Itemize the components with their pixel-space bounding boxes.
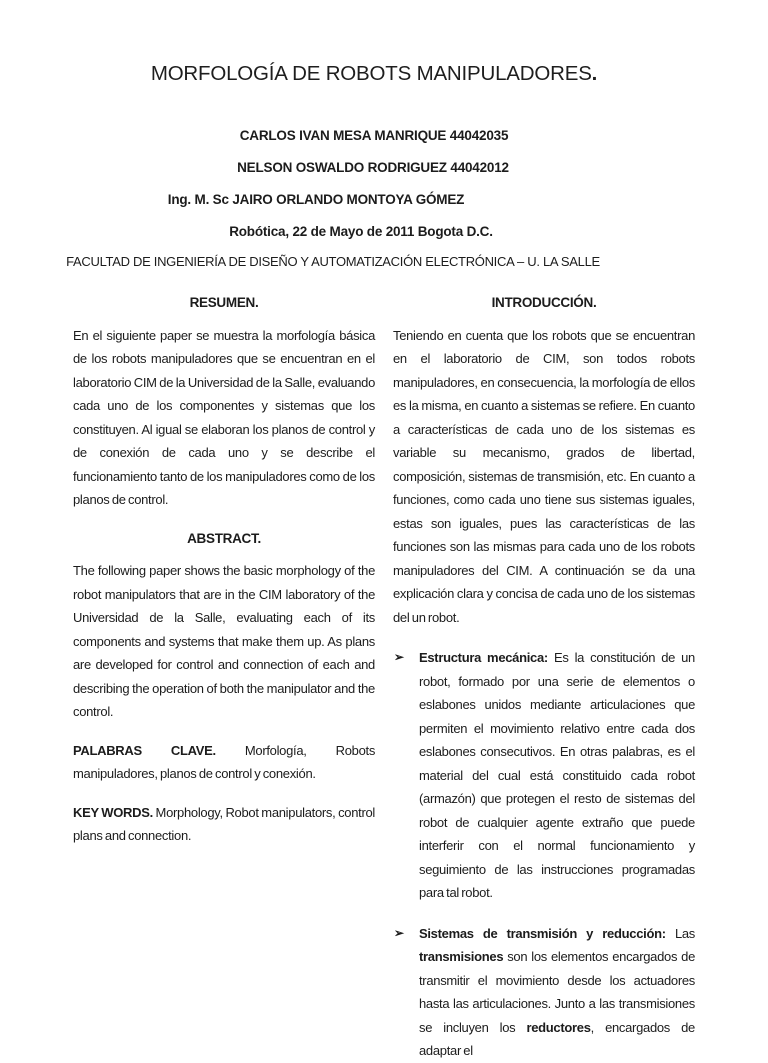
author-line-1: CARLOS IVAN MESA MANRIQUE 44042035 [239,128,509,143]
page-title-period: . [591,62,598,85]
palabras-clave-paragraph [73,739,375,786]
resumen-heading: RESUMEN. [189,295,259,310]
bullet-arrow-icon: ➢ [394,925,404,940]
bullet-text-sistemas-transmision: Sistemas de transmisión y reducción: Las transmisiones son los elementos encargados de transmitir el movimiento desde los actuadores hasta las articulaciones. Junto a las transmisiones se incluyen los reductores, encargados de adaptar el [419,925,696,1058]
resumen-paragraph: En el siguiente paper se muestra la morfología básica de los robots manipuladores que se encuentran en el laboratorio CIM de la Universidad de la Salle, evaluando cada uno de los componentes y sistemas que los constituyen. Al igual se elaboran los planos de control y de conexión de cada uno y se describe el funcionamiento tanto de los manipuladores como de los planos de control. [73,327,375,507]
introduccion-paragraph: Teniendo en cuenta que los robots que se encuentran en el laboratorio de CIM, son todos robots manipuladores, en consecuencia, la morfología de ellos es la misma, en cuanto a sistemas se refiere. En cuanto a características de cada uno de los sistemas es variable su mecanismo, grados de libertad, composición, sistemas de transmisión, etc. En cuanto a funciones, como cada uno tiene sus sistemas iguales, estas son iguales, pues las características de las funciones son las mismas para cada uno de los robots manipuladores del CIM. A continuación se da una explicación clara y concisa de cada uno de los sistemas del un robot. [393,327,695,625]
bullet-text-estructura-mecanica: Estructura mecánica: Es la constitución de un robot, formado por una serie de elementos o eslabones unidos mediante articulaciones que permiten el movimiento relativo entre cada dos eslabones consecutivos. En otras palabras, es el material del cual está constituido cada robot (armazón) que protegen el resto de sistemas del robot de cualquier agente extraño que puede interferir con el normal funcionamiento y seguimiento de las instrucciones programadas para tal robot. [419,650,695,900]
palabras-clave-label: PALABRAS CLAVE. [73,742,216,758]
bullet-arrow-icon: ➢ [394,650,404,664]
advisor-line: Ing. M. Sc JAIRO ORLANDO MONTOYA GÓMEZ [167,192,465,207]
introduccion-heading: INTRODUCCIÓN. [491,295,597,310]
course-date-line: Robótica, 22 de Mayo de 2011 Bogota D.C. [229,224,493,239]
author-line-2: NELSON OSWALDO RODRIGUEZ 44042012 [237,160,509,175]
key-words-text: Morphology, Robot manipulators, control plans and connection. [73,804,375,843]
palabras-clave-text: Morfología, Robots manipuladores, planos de control y conexión. [73,742,376,781]
abstract-paragraph: The following paper shows the basic morphology of the robot manipulators that are in the CIM laboratory of the Universidad de la Salle, evaluating each of its components and systems that make them up. As plans are developed for control and connection of each and describing the operation of both the manipulator and the control. [73,563,375,719]
faculty-line: FACULTAD DE INGENIERÍA DE DISEÑO Y AUTOMATIZACIÓN ELECTRÓNICA – U. LA SALLE [66,254,600,269]
key-words-label: KEY WORDS. [73,804,153,820]
page-title [0,62,748,86]
bullet-item-estructura-mecanica [393,646,695,905]
left-column [73,291,375,848]
page-title-text: MORFOLOGÍA DE ROBOTS MANIPULADORES [150,62,592,85]
bullet-item-sistemas-transmision [393,922,695,1063]
right-column [393,291,695,1063]
abstract-heading: ABSTRACT. [187,530,261,546]
key-words-paragraph [73,801,375,848]
